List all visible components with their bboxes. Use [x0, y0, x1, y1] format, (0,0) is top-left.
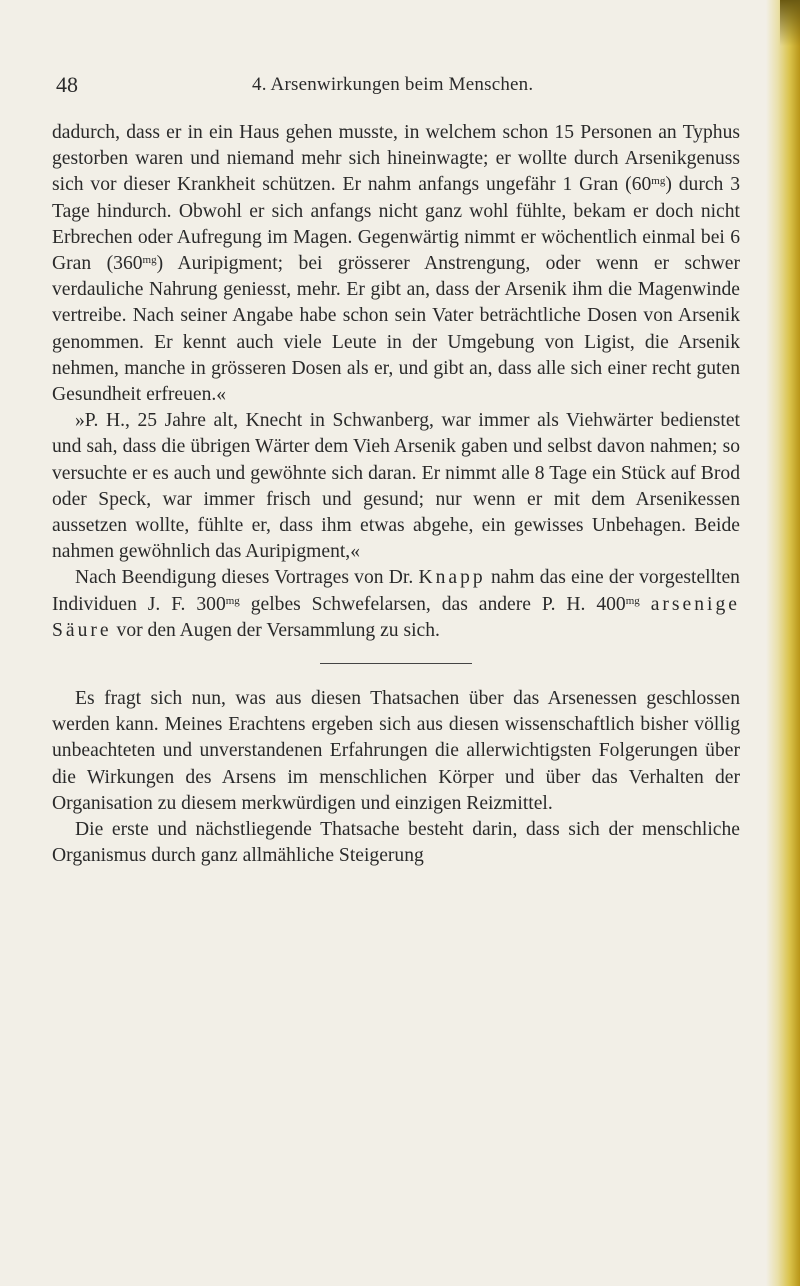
paragraph-5: Die erste und nächstliegende Thatsache besteht darin, dass sich der menschliche Organismus durch ganz allmähliche Steigerung: [52, 819, 740, 867]
page-corner-shadow: [780, 0, 800, 46]
running-title: 4. Arsenwirkungen beim Menschen.: [252, 74, 534, 95]
paragraph-1: [52, 120, 740, 408]
page-edge-shading: [766, 0, 800, 1286]
page-header: [52, 72, 740, 106]
paragraph-3-text-c: gelbes Schwefelarsen, das andere P. H. 400: [250, 593, 626, 615]
section-divider: [320, 663, 472, 664]
paragraph-3: [52, 565, 740, 644]
page-number: 48: [56, 72, 78, 97]
paragraph-1-text-a: dadurch, dass er in ein Haus gehen musste, in welchem schon 15 Personen an Typhus gestorben waren und niemand mehr sich hineinwagte; er wollte durch Arsenikgenuss sich vor dieser Krankheit schützen. Er nahm anfangs ungefähr 1 Gran (60: [52, 122, 740, 196]
paragraph-1-text-b: ) durch 3 Tage hindurch. Obwohl er sich anfangs nicht ganz wohl fühlte, bekam er doch nicht Erbrechen oder Aufregung im Magen. Gegenwärtig nimmt er wöchentlich einmal bei 6 Gran (360: [52, 174, 740, 275]
book-page: [52, 72, 740, 869]
paragraph-3-text-b: nahm das eine der vorgestellten Individuen J. F. 300: [52, 567, 740, 615]
unit-mg: mg: [651, 175, 666, 188]
paragraph-2: »P. H., 25 Jahre alt, Knecht in Schwanberg, war immer als Viehwärter bedienstet und sah, dass die übrigen Wärter dem Vieh Arsenik gaben und selbst davon nahmen; so versuchte er es auch und gewöhnte sich daran. Er nimmt alle 8 Tage ein Stück auf Brod oder Speck, war immer frisch und gesund; nur wenn er mit dem Arsenikessen aussetzen wollte, fühlte er, dass ihm etwas abgehe, ein gewisses Unbehagen. Beide nahmen gewöhnlich das Auripigment,«: [52, 410, 740, 563]
paragraph-1-text-c: ) Auripigment; bei grösserer Anstrengung, oder wenn er schwer verdauliche Nahrung geniesst, mehr. Er gibt an, dass der Arsenik ihm die Magenwinde vertreibe. Nach seiner Angabe habe schon sein Vater beträchtliche Dosen von Arsenik genommen. Er kennt auch viele Leute in der Umgebung von Ligist, die Arsenik nehmen, manche in grösseren Dosen als er, und gibt an, dass alle sich einer recht guten Gesundheit erfreuen.«: [52, 253, 741, 406]
unit-mg: mg: [625, 594, 640, 607]
unit-mg: mg: [142, 254, 157, 267]
body-text: [52, 120, 740, 869]
person-name: Knapp: [418, 567, 486, 589]
emphasized-term: arsenige Säure: [52, 593, 740, 641]
paragraph-4: Es fragt sich nun, was aus diesen Thatsachen über das Arsenessen geschlossen werden kann. Meines Erachtens ergeben sich aus diesen wissenschaftlich bisher völlig unbeachteten und unverstandenen Erfahrungen die allerwichtigsten Folgerungen über die Wirkungen des Arsens im menschlichen Körper und über das Verhalten der Organisation zu diesem merkwürdigen und einzigen Reizmittel.: [52, 688, 740, 814]
paragraph-3-text-d: vor den Augen der Versammlung zu sich.: [116, 619, 440, 641]
paragraph-3-text-a: Nach Beendigung dieses Vortrages von Dr.: [75, 567, 414, 589]
unit-mg: mg: [225, 594, 240, 607]
